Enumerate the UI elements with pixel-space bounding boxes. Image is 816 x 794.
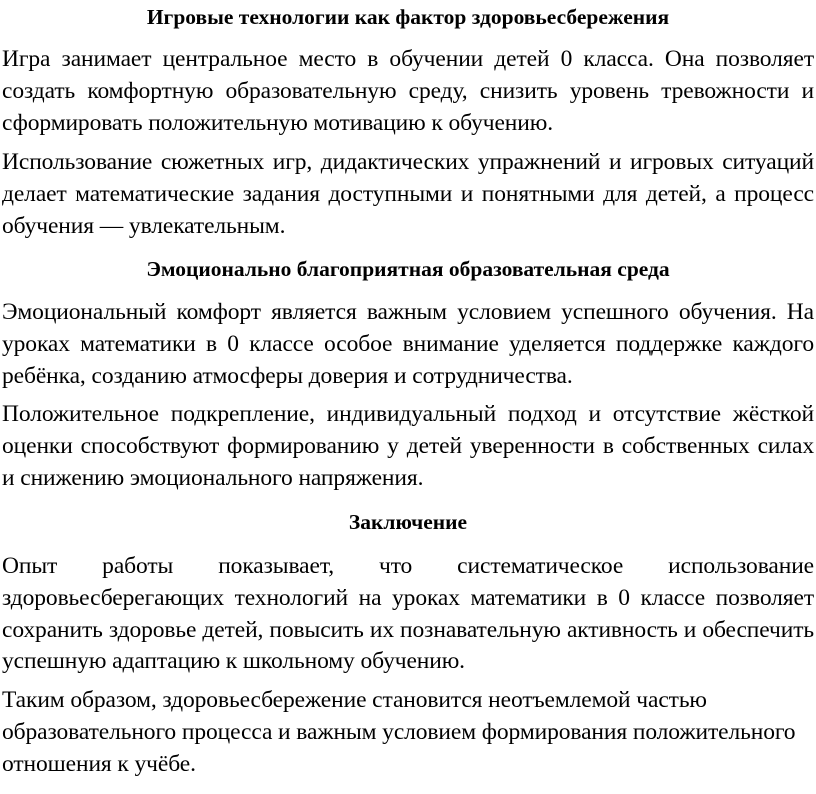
paragraph-game-role: Игра занимает центральное место в обучении детей 0 класса. Она позволяет создать комфортную образовательную среду, снизить уровень тревожности и сформировать положительную мотивацию к обучению. [2,46,814,136]
section-heading-conclusion: Заключение [348,510,468,534]
paragraph-final-conclusion: Таким образом, здоровьесбережение становится неотъемлемой частью образовательного процесса и важным условием формирования положительного отношения к учёбе. [2,687,796,777]
paragraph-positive-reinforcement: Положительное подкрепление, индивидуальный подход и отсутствие жёсткой оценки способствуют формированию у детей уверенности в собственных силах и снижению эмоционального напряжения. [2,401,814,491]
section-heading-emotional-environment: Эмоционально благоприятная образовательная среда [146,257,670,281]
paragraph-emotional-comfort: Эмоциональный комфорт является важным условием успешного обучения. На уроках математики в 0 классе особое внимание уделяется поддержке каждого ребёнка, созданию атмосферы доверия и сотрудничества. [2,299,814,389]
paragraph-work-experience: Опыт работы показывает, что систематическое использование здоровьесберегающих технологий на уроках математики в 0 классе позволяет сохранить здоровье детей, повысить их познавательную активность и обеспечить успешную адаптацию к школьному обучению. [2,553,814,675]
paragraph-plot-games: Использование сюжетных игр, дидактических упражнений и игровых ситуаций делает математические задания доступными и понятными для детей, а процесс обучения — увлекательным. [2,149,814,239]
section-heading-game-technologies: Игровые технологии как фактор здоровьесбережения [146,5,670,29]
